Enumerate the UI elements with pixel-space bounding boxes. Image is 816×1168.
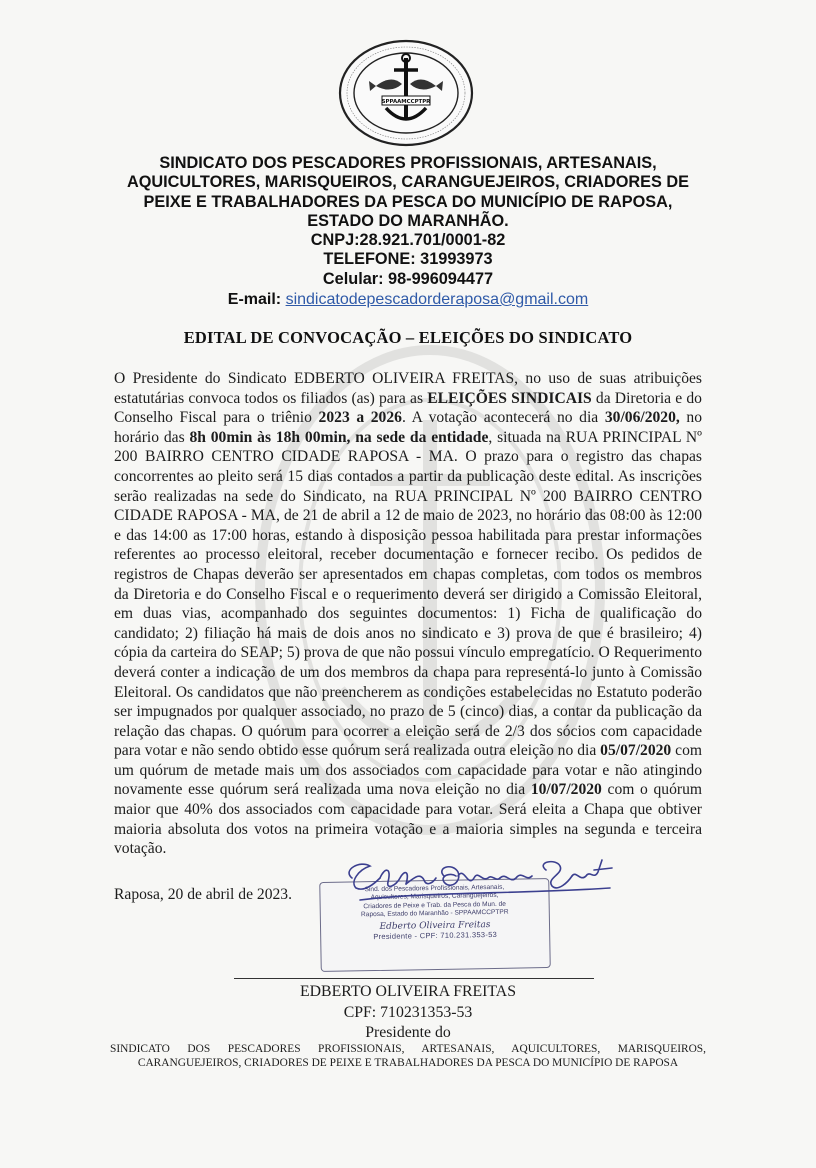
signer-cpf: CPF: 710231353-53 — [343, 1003, 473, 1021]
notice-body — [114, 369, 702, 859]
body-text-1: O Presidente do Sindicato EDBERTO OLIVEIRA FREITAS, no uso de suas atribuições estatutárias convoca todos os filiados (as) para as — [114, 370, 702, 407]
body-text-3: . A votação acontecerá no dia — [401, 409, 605, 427]
stamp-role: Presidente - CPF: 710.231.353-53 — [373, 929, 498, 941]
body-text-6: com um quórum de metade mais um dos associados com capacidade para votar e não atingindo novamente esse quórum será realizada uma nova eleição no dia — [114, 742, 702, 799]
footer-union-name: SINDICATO DOS PESCADORES PROFISSIONAIS, ARTESANAIS, AQUICULTORES, MARISQUEIROS, CARANGUEJEIROS, CRIADORES DE PEIXE E TRABALHADORES DA PESCA DO MUNICÍPIO DE RAPOSA — [110, 1043, 706, 1070]
union-seal-logo — [336, 38, 476, 148]
stamp-line-3: Criadores de Peixe e Trab. da Pesca do Mun. de — [363, 900, 507, 911]
signer-name: EDBERTO OLIVEIRA FREITAS — [299, 983, 517, 1000]
body-bold-eleicoes: ELEIÇÕES SINDICAIS — [427, 389, 592, 407]
signature-line — [234, 978, 594, 979]
body-text-7: com o quórum maior que 40% dos associados com capacidade para votar. Será eleita a Chapa que obtiver maioria absoluta dos votos na primeira votação e a maioria simples na segunda e terceira votação. — [114, 781, 702, 858]
seal-banner-text: SPPAAMCCPTPR — [381, 99, 431, 105]
header-telefone: TELEFONE: 31993973 — [323, 250, 493, 269]
stamp-line-4: Raposa, Estado do Maranhão - SPPAAMCCPTPR — [360, 908, 509, 919]
body-bold-date-3: 10/07/2020 — [530, 781, 602, 799]
body-bold-date-2: 05/07/2020 — [600, 742, 672, 760]
body-bold-horario: 8h 00min às 18h 00min, na sede da entidade — [189, 428, 489, 446]
email-link[interactable]: sindicatodepescadorderaposa@gmail.com — [285, 291, 589, 308]
notice-title: EDITAL DE CONVOCAÇÃO – ELEIÇÕES DO SINDICATO — [183, 328, 633, 347]
email-label: E-mail: — [227, 291, 282, 308]
header-line-1: SINDICATO DOS PESCADORES PROFISSIONAIS, ARTESANAIS, — [159, 154, 657, 172]
header-line-2: AQUICULTORES, MARISQUEIROS, CARANGUEJEIROS, CRIADORES DE — [126, 173, 690, 192]
signer-role: Presidente do — [365, 1024, 451, 1042]
letterhead — [80, 154, 736, 308]
body-text-2: da Diretoria e do Conselho Fiscal para o triênio — [114, 389, 702, 427]
header-line-3: PEIXE E TRABALHADORES DA PESCA DO MUNICÍPIO DE RAPOSA, — [143, 192, 673, 211]
header-email-line — [80, 290, 736, 309]
stamp-line-1: Sind. dos Pescadores Profissionais, Artesanais, — [364, 883, 505, 894]
body-text-5: , situada na RUA PRINCIPAL Nº 200 BAIRRO CENTRO CIDADE RAPOSA - MA. O prazo para o registro das chapas concorrentes ao pleito será 15 dias contados a partir da publicação deste edital. As inscrições serão realizadas na sede do Sindicato, na RUA PRINCIPAL Nº 200 BAIRRO CENTRO CIDADE RAPOSA - MA, de 21 de abril a 12 de maio de 2023, no horário das 08:00 às 12:00 e das 14:00 as 17:00 horas, estando à disposição pessoa habilitada para prestar informações referentes ao processo eleitoral, receber documentação e fornecer recibo. Os pedidos de registros de Chapas deverão ser apresentados em chapas completas, com todos os membros da Diretoria e do Conselho Fiscal e o requerimento deverá ser dirigido a Comissão Eleitoral, em duas vias, acompanhado dos seguintes documentos: 1) Ficha de qualificação do candidato; 2) filiação há mais de dois anos no sindicato e 3) prova de que é brasileiro; 4) cópia da carteira do SEAP; 5) prova de que não possui vínculo empregatício. O Requerimento deverá conter a indicação de um dos membros da chapa para representá-lo junto à Comissão Eleitoral. Os candidatos que não preencherem as condições estabelecidas no Estatuto poderão ser impugnados por qualquer associado, no prazo de 5 (cinco) dias, a contar da publicação da relação das chapas. O quórum para ocorrer a eleição será de 2/3 dos sócios com capacidade para votar e não sendo obtido esse quórum será realizada outra eleição no dia — [114, 428, 702, 760]
body-bold-date-1: 30/06/2020, — [604, 409, 680, 427]
body-text-4: no horário das — [114, 409, 703, 446]
header-line-4: ESTADO DO MARANHÃO. — [307, 211, 509, 230]
stamp-line-2: Aquicultores, Marisqueiros, Caranguejeiros, — [370, 892, 499, 902]
header-celular: Celular: 98-996094477 — [322, 269, 494, 288]
header-cnpj: CNPJ:28.921.701/0001-82 — [310, 231, 506, 250]
place-and-date: Raposa, 20 de abril de 2023. — [114, 886, 292, 903]
handwritten-signature — [340, 848, 630, 918]
body-bold-trienio: 2023 a 2026 — [318, 409, 402, 427]
signer-block — [80, 982, 736, 1044]
stamp-name: Edberto Oliveira Freitas — [379, 919, 491, 932]
